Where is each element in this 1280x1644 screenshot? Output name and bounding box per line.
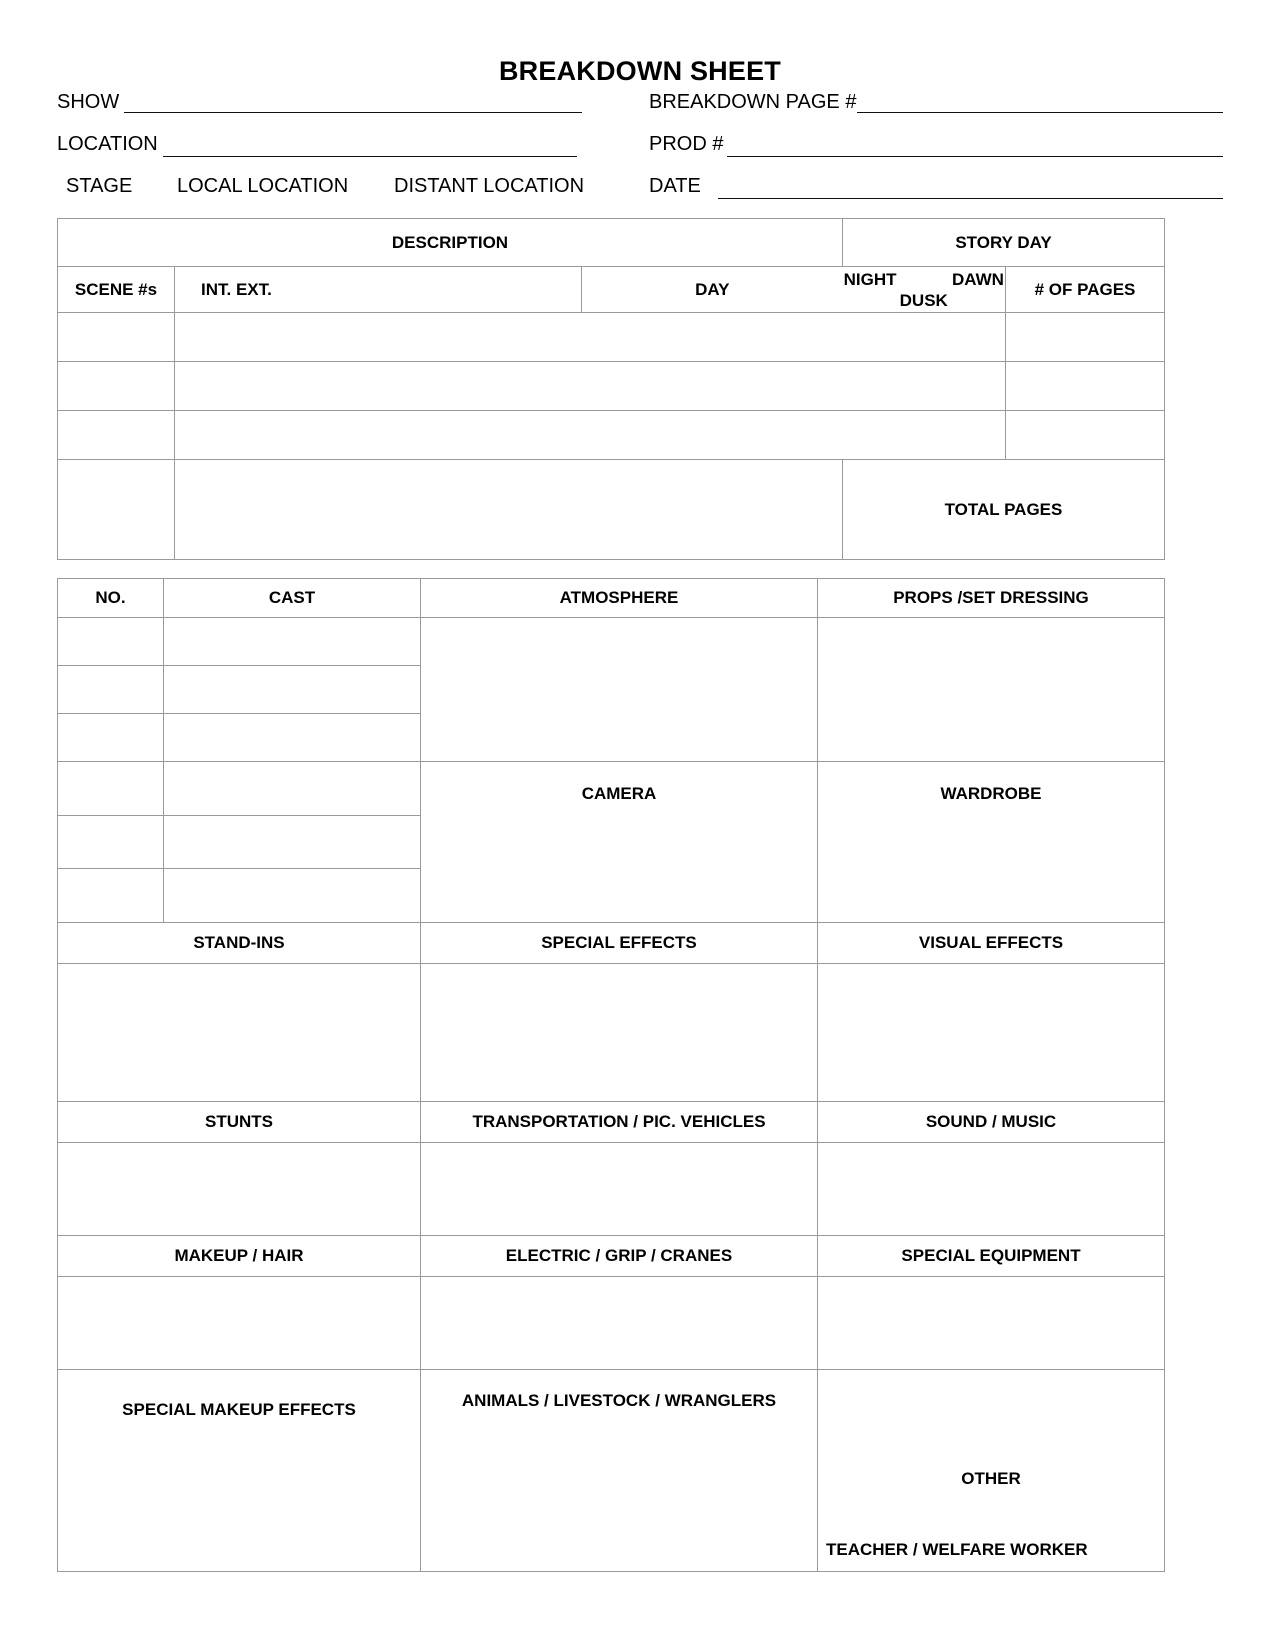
scene-pages-cell[interactable] [1006, 362, 1165, 411]
total-row-spacer-mid [175, 460, 843, 560]
cast-no-cell[interactable] [58, 714, 164, 762]
special-equipment-body[interactable] [818, 1277, 1165, 1370]
atmosphere-body[interactable] [421, 618, 818, 762]
stand-ins-header: STAND-INS [58, 923, 421, 964]
scene-number-cell[interactable] [58, 362, 175, 411]
stunts-body[interactable] [58, 1143, 421, 1236]
story-day-header: STORY DAY [843, 219, 1165, 267]
visual-effects-header: VISUAL EFFECTS [818, 923, 1165, 964]
dept-body-row [58, 1277, 1165, 1370]
sound-music-body[interactable] [818, 1143, 1165, 1236]
breakdown-page-input[interactable] [857, 112, 1223, 113]
stage-label[interactable]: STAGE [66, 175, 133, 197]
int-ext-header: INT. EXT. [175, 267, 582, 313]
page-title: BREAKDOWN SHEET [498, 56, 781, 86]
dept-body-row [58, 964, 1165, 1102]
props-set-dressing-body[interactable] [818, 618, 1165, 762]
other-header: OTHER [961, 1468, 1021, 1488]
night-dawn-dusk-header [843, 267, 1006, 313]
makeup-hair-header: MAKEUP / HAIR [58, 1236, 421, 1277]
header-form [57, 88, 1223, 206]
scene-table-total-row [58, 460, 1165, 560]
transportation-body[interactable] [421, 1143, 818, 1236]
date-label: DATE [649, 175, 701, 197]
cast-name-cell[interactable] [164, 762, 421, 816]
scene-number-cell[interactable] [58, 411, 175, 460]
scene-table-header-row-2 [58, 267, 1165, 313]
total-row-spacer-left [58, 460, 175, 560]
scene-description-cell[interactable] [175, 362, 1006, 411]
camera-header: CAMERA [421, 762, 818, 923]
cast-name-cell[interactable] [164, 714, 421, 762]
cast-name-cell[interactable] [164, 869, 421, 923]
day-header: DAY [582, 267, 843, 313]
scene-table-row [58, 313, 1165, 362]
wardrobe-header: WARDROBE [818, 762, 1165, 923]
other-cell[interactable] [818, 1370, 1165, 1572]
cast-no-cell[interactable] [58, 666, 164, 714]
night-header: NIGHT [843, 269, 897, 289]
dept-header-row [58, 1102, 1165, 1143]
dept-header-row [58, 1236, 1165, 1277]
location-input[interactable] [163, 156, 577, 157]
visual-effects-body[interactable] [818, 964, 1165, 1102]
cast-no-cell[interactable] [58, 869, 164, 923]
atmosphere-header: ATMOSPHERE [421, 579, 818, 618]
location-label: LOCATION [57, 133, 158, 155]
special-effects-header: SPECIAL EFFECTS [421, 923, 818, 964]
no-header: NO. [58, 579, 164, 618]
scene-number-cell[interactable] [58, 313, 175, 362]
scene-pages-cell[interactable] [1006, 411, 1165, 460]
scene-description-cell[interactable] [175, 313, 1006, 362]
animals-livestock-wranglers-header: ANIMALS / LIVESTOCK / WRANGLERS [421, 1370, 818, 1572]
distant-location-label[interactable]: DISTANT LOCATION [394, 175, 585, 197]
description-header: DESCRIPTION [58, 219, 843, 267]
show-input[interactable] [124, 112, 582, 113]
dept-header-row [58, 579, 1165, 618]
header-row-3 [57, 172, 1223, 206]
stunts-header: STUNTS [58, 1102, 421, 1143]
header-row-2 [57, 130, 1223, 164]
scene-table-row [58, 362, 1165, 411]
teacher-welfare-worker-header: TEACHER / WELFARE WORKER [826, 1540, 1088, 1559]
special-makeup-effects-header: SPECIAL MAKEUP EFFECTS [58, 1370, 421, 1572]
dept-body-row [58, 1143, 1165, 1236]
header-row-1 [57, 88, 1223, 122]
dept-footer-row [58, 1370, 1165, 1572]
special-effects-body[interactable] [421, 964, 818, 1102]
scene-numbers-header: SCENE #s [58, 267, 175, 313]
local-location-label[interactable]: LOCAL LOCATION [177, 175, 349, 197]
scene-table-row [58, 411, 1165, 460]
cast-name-cell[interactable] [164, 618, 421, 666]
electric-grip-cranes-body[interactable] [421, 1277, 818, 1370]
stand-ins-body[interactable] [58, 964, 421, 1102]
dawn-dusk-header: DAWN DUSK [899, 269, 1004, 310]
transportation-header: TRANSPORTATION / PIC. VEHICLES [421, 1102, 818, 1143]
cast-name-cell[interactable] [164, 815, 421, 869]
prod-number-input[interactable] [727, 156, 1223, 157]
department-breakdown-table [57, 578, 1165, 1572]
number-of-pages-header: # OF PAGES [1006, 267, 1165, 313]
scene-description-cell[interactable] [175, 411, 1006, 460]
scene-breakdown-table [57, 218, 1165, 560]
cast-row [58, 762, 1165, 816]
breakdown-page-label: BREAKDOWN PAGE # [649, 91, 857, 113]
scene-pages-cell[interactable] [1006, 313, 1165, 362]
show-label: SHOW [57, 91, 120, 113]
cast-name-cell[interactable] [164, 666, 421, 714]
cast-row [58, 618, 1165, 666]
makeup-hair-body[interactable] [58, 1277, 421, 1370]
props-set-dressing-header: PROPS /SET DRESSING [818, 579, 1165, 618]
cast-no-cell[interactable] [58, 815, 164, 869]
total-pages-label: TOTAL PAGES [843, 460, 1165, 560]
sound-music-header: SOUND / MUSIC [818, 1102, 1165, 1143]
cast-no-cell[interactable] [58, 618, 164, 666]
cast-no-cell[interactable] [58, 762, 164, 816]
cast-header: CAST [164, 579, 421, 618]
electric-grip-cranes-header: ELECTRIC / GRIP / CRANES [421, 1236, 818, 1277]
date-input[interactable] [718, 198, 1223, 199]
prod-number-label: PROD # [649, 133, 724, 155]
scene-table-header-row-1 [58, 219, 1165, 267]
dept-header-row [58, 923, 1165, 964]
special-equipment-header: SPECIAL EQUIPMENT [818, 1236, 1165, 1277]
